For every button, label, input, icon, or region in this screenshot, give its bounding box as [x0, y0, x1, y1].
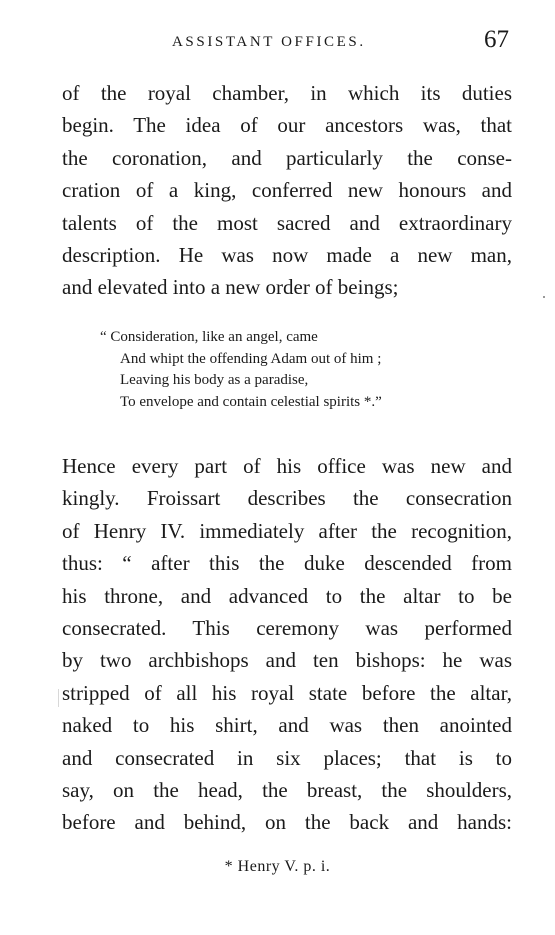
text-line: the coronation, and particularly the conse-	[62, 145, 512, 170]
text-line: say, on the head, the breast, the shoulders,	[62, 777, 512, 802]
text-line: of the royal chamber, in which its duties	[62, 81, 512, 105]
text-line: and consecrated in six places; that is to	[62, 745, 512, 770]
text-line: description. He was now made a new man,	[62, 242, 512, 267]
text-line: consecrated. This ceremony was performed	[62, 615, 512, 640]
text-line: stripped of all his royal state before the altar,	[62, 680, 512, 705]
text-line: kingly. Froissart describes the consecration	[62, 486, 512, 511]
text-line: before and behind, on the back and hands:	[62, 810, 512, 835]
paragraph-2	[62, 450, 512, 839]
scan-edge-mark	[58, 689, 59, 707]
text-line: of Henry IV. immediately after the recognition,	[62, 518, 512, 543]
verse-line: “ Consideration, like an angel, came	[100, 329, 318, 345]
paragraph-1	[62, 77, 512, 304]
text-line: his throne, and advanced to the altar to be	[62, 583, 512, 608]
running-head	[0, 26, 555, 56]
text-line: begin. The idea of our ancestors was, that	[62, 113, 512, 138]
text-line: by two archbishops and ten bishops: he was	[62, 648, 512, 673]
page-number: 67	[484, 26, 509, 53]
text-line: talents of the most sacred and extraordinary	[62, 210, 512, 235]
verse-quotation	[100, 327, 500, 413]
text-line: thus: “ after this the duke descended from	[62, 551, 512, 576]
verse-line: To envelope and contain celestial spirits *.”	[120, 393, 382, 410]
text-line: naked to his shirt, and was then anointed	[62, 713, 512, 738]
verse-line: And whipt the offending Adam out of him ;	[120, 350, 382, 367]
margin-speck	[543, 296, 545, 298]
footnote: * Henry V. p. i.	[224, 858, 331, 875]
verse-line: Leaving his body as a paradise,	[120, 372, 309, 388]
text-line: cration of a king, conferred new honours and	[62, 178, 512, 203]
text-line: Hence every part of his office was new and	[62, 454, 512, 478]
running-title: ASSISTANT OFFICES.	[172, 34, 366, 50]
text-line: and elevated into a new order of beings;	[62, 275, 399, 300]
